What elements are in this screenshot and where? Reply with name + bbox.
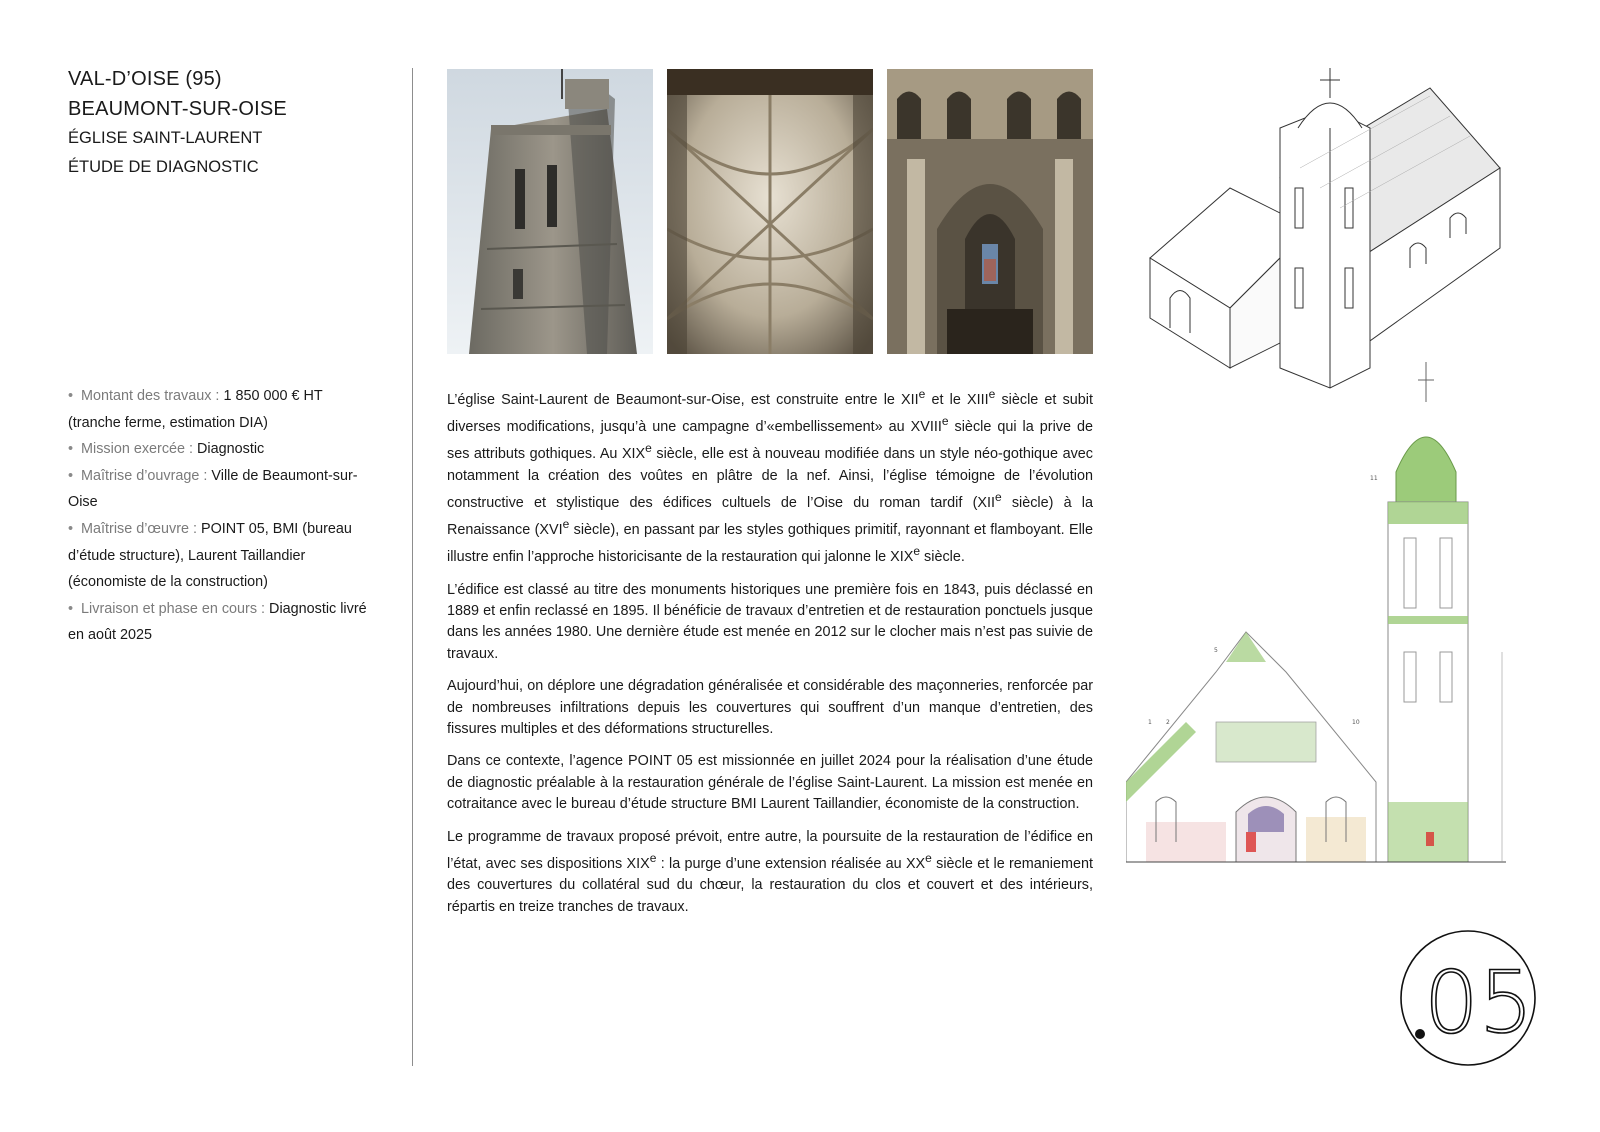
info-item-mission [68, 436, 386, 463]
axonometric-drawing [1130, 68, 1530, 410]
point05-logo [1398, 928, 1538, 1068]
info-item-amount [68, 383, 386, 436]
building-title: ÉGLISE SAINT-LAURENT [68, 129, 263, 147]
project-info-list [68, 383, 386, 649]
info-value: POINT 05, BMI (bureau [201, 520, 352, 537]
bullet-icon: • [68, 520, 82, 537]
info-item-client [68, 463, 386, 516]
paragraph: L’église Saint-Laurent de Beaumont-sur-Oise, est construite entre le XIIe et le XIIIe siècle et subit diverses modifications, jusqu’à une campagne d’«embellissement» au XVIIIe siècle qui la prive de ses attributs gothiques. Au XIXe siècle, elle est à nouveau modifiée dans un style néo-gothique avec notamment la création des voûtes en plâtre de la nef. Ainsi, l’église témoigne de l’évolution constructive et stylistique des édifices cultuels de l’Oise du roman tardif (XIIe siècle) à la Renaissance (XVIe siècle), en passant par les styles gothiques primitif, rayonnant et flamboyant. Elle illustre enfin l’approche historicisante de la restauration qui jalonne le XIXe siècle. [447, 387, 1094, 566]
paragraph: Dans ce contexte, l’agence POINT 05 est missionnée en juillet 2024 pour la réalisation d’une étude de diagnostic préalable à la restauration générale de l’église Saint-Laurent. La mission est menée en cotraitance avec le bureau d’étude structure BMI Laurent Taillandier, économiste de la construction. [447, 753, 1093, 813]
info-value: 1 850 000 € HT [223, 388, 323, 404]
info-label: Maîtrise d’œuvre : [81, 520, 197, 537]
bullet-icon: • [68, 600, 82, 617]
svg-text:05: 05 [1424, 953, 1534, 1053]
bullet-icon: • [68, 441, 82, 458]
info-label: Maîtrise d’ouvrage : [81, 467, 208, 484]
photo-vaulted-ceiling [667, 69, 873, 354]
project-description [447, 384, 1093, 929]
info-value: Diagnostic livré [269, 600, 367, 617]
project-title-block [68, 64, 388, 182]
bullet-icon: • [68, 388, 82, 404]
svg-text:10: 10 [1352, 719, 1360, 726]
bullet-icon: • [68, 467, 82, 484]
svg-text:1: 1 [1148, 719, 1152, 726]
info-value: Diagnostic [197, 441, 265, 458]
paragraph: L’édifice est classé au titre des monuments historiques une première fois en 1843, puis déclassé en 1889 et enfin reclassé en 1895. Il bénéficie de travaux d’entretien et de restauration ponctuels jusque dans les années 1980. Une dernière étude est menée en 2012 sur le clocher mais n’est pas suivie de travaux. [447, 581, 1093, 662]
info-label: Mission exercée : [81, 441, 194, 458]
svg-text:2: 2 [1166, 719, 1170, 726]
info-label: Montant des travaux : [81, 388, 220, 404]
svg-text:5: 5 [1214, 647, 1218, 654]
paragraph: Aujourd’hui, on déplore une dégradation généralisée et considérable des maçonneries, renforcée par de nombreuses infiltrations depuis les couvertures qui souffrent d’un manque d’entretien, des fissures multiples et des déformations structurelles. [447, 678, 1093, 738]
info-value-cont: (tranche ferme, estimation DIA) [68, 414, 268, 431]
town-title: BEAUMONT-SUR-OISE [68, 98, 287, 120]
svg-text:11: 11 [1370, 475, 1378, 482]
department-title: VAL-D’OISE (95) [68, 68, 222, 90]
elevation-survey-drawing [1126, 362, 1534, 898]
info-value-cont: en août 2025 [68, 627, 153, 644]
photo-nave-interior [887, 69, 1093, 354]
info-value-cont: Oise [68, 494, 98, 511]
info-value-cont: d’étude structure), Laurent Taillandier (économiste de la construction) [68, 547, 306, 591]
info-item-contractor [68, 516, 386, 596]
paragraph: Le programme de travaux proposé prévoit, entre autre, la poursuite de la restauration de l’édifice en l’état, avec ses dispositions XIXe : la purge d’une extension réalisée au XXe siècle et le remaniement des couvertures du collatéral sud du chœur, la restauration du clos et couvert et des intérieurs, répartis en treize tranches de travaux. [447, 828, 1093, 915]
photo-bell-tower [447, 69, 653, 354]
info-item-delivery [68, 596, 386, 649]
info-label: Livraison et phase en cours : [81, 600, 266, 617]
study-title: ÉTUDE DE DIAGNOSTIC [68, 158, 259, 176]
vertical-divider [412, 68, 413, 1066]
info-value: Ville de Beaumont-sur- [211, 467, 358, 484]
